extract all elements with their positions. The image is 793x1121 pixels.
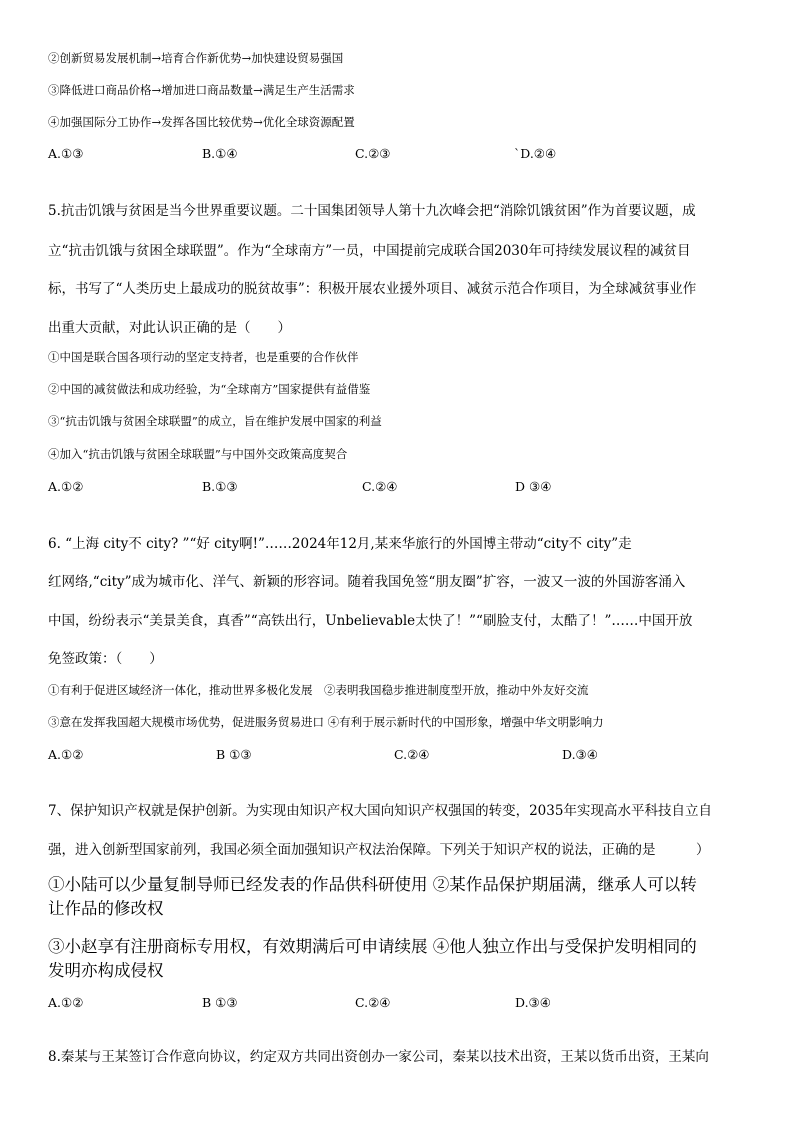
q5-stem-line-4: 出重大贡献，对此认识正确的是（ ） [48, 320, 291, 336]
q6-options-row-2: ③意在发挥我国超大规模市场优势，促进服务贸易进口 ④有利于展示新时代的中国形象，增强中华文明影响力 [48, 715, 604, 729]
q6-choice-a: A.①② [48, 747, 84, 762]
q7-option-line-1: ①小陆可以少量复制导师已经发表的作品供科研使用 ②某作品保护期届满，继承人可以转 [48, 875, 697, 894]
q7-option-line-3: ③小赵享有注册商标专用权，有效期满后可申请续展 ④他人独立作出与受保护发明相同的 [48, 937, 697, 956]
q4-choice-a: A.①③ [48, 146, 84, 161]
q5-option-1: ①中国是联合国各项行动的坚定支持者，也是重要的合作伙伴 [48, 350, 359, 364]
q7-option-line-2: 让作品的修改权 [48, 899, 164, 918]
q6-stem-line-3: 中国，纷纷表示“美景美食，真香”“高铁出行，Unbelievable太快了！”“刷脸支付，太酷了！”……中国开放 [48, 613, 693, 629]
q6-choices [48, 747, 768, 767]
q7-stem-line-1: 7、保护知识产权就是保护创新。为实现由知识产权大国向知识产权强国的转变，2035年实现高水平科技自立自 [48, 803, 712, 819]
q5-option-2: ②中国的减贫做法和成功经验，为“全球南方”国家提供有益借鉴 [48, 382, 371, 396]
q6-options-row-1: ①有利于促进区域经济一体化，推动世界多极化发展 ②表明我国稳步推进制度型开放，推动中外友好交流 [48, 683, 589, 697]
q6-choice-b: B ①③ [216, 747, 252, 762]
q6-stem-line-1: 6. “上海 city不 city? ”“好 city啊!”……2024年12月,某来华旅行的外国博主带动“city不 city”走 [48, 536, 632, 552]
q5-choice-b: B.①③ [202, 479, 238, 494]
q4-choices [48, 146, 768, 166]
q7-choice-d: D.③④ [515, 995, 551, 1010]
q7-choice-c: C.②④ [355, 995, 391, 1010]
q6-choice-d: D.③④ [562, 747, 598, 762]
q6-choice-c: C.②④ [394, 747, 430, 762]
q5-option-4: ④加入“抗击饥饿与贫困全球联盟”与中国外交政策高度契合 [48, 447, 348, 461]
q7-option-line-4: 发明亦构成侵权 [48, 961, 164, 980]
q5-option-3: ③“抗击饥饿与贫困全球联盟”的成立，旨在维护发展中国家的利益 [48, 414, 382, 428]
q7-choice-b: B ①③ [202, 995, 238, 1010]
q5-choice-a: A.①② [48, 479, 84, 494]
q5-choices [48, 479, 768, 499]
q5-choice-c: C.②④ [362, 479, 398, 494]
q5-stem-line-1: 5.抗击饥饿与贫困是当今世界重要议题。二十国集团领导人第十九次峰会把“消除饥饿贫困”作为首要议题，成 [48, 203, 696, 219]
q4-choice-d: `D.②④ [514, 146, 557, 161]
q7-choices [48, 995, 768, 1015]
q4-option-4: ④加强国际分工协作→发挥各国比较优势→优化全球资源配置 [48, 115, 355, 129]
q4-option-2: ②创新贸易发展机制→培育合作新优势→加快建设贸易强国 [48, 51, 344, 65]
q6-stem-line-4: 免签政策：（ ） [48, 651, 163, 667]
q7-choice-a: A.①② [48, 995, 84, 1010]
q4-choice-c: C.②③ [355, 146, 391, 161]
q5-choice-d: D ③④ [515, 479, 552, 494]
q5-stem-line-2: 立“抗击饥饿与贫困全球联盟”。作为“全球南方”一员，中国提前完成联合国2030年可持续发展议程的减贫目 [48, 243, 691, 259]
q4-option-3: ③降低进口商品价格→增加进口商品数量→满足生产生活需求 [48, 83, 355, 97]
q4-choice-b: B.①④ [202, 146, 238, 161]
q7-stem-line-2: 强，进入创新型国家前列，我国必须全面加强知识产权法治保障。下列关于知识产权的说法，正确的是 ） [48, 842, 710, 858]
q6-stem-line-2: 红网络,“city”成为城市化、洋气、新颖的形容词。随着我国免签“朋友圈”扩容，一波又一波的外国游客涌入 [48, 574, 686, 590]
q8-stem-line-1: 8.秦某与王某签订合作意向协议，约定双方共同出资创办一家公司，秦某以技术出资，王某以货币出资，王某向 [48, 1049, 709, 1065]
q5-stem-line-3: 标，书写了“人类历史上最成功的脱贫故事”：积极开展农业援外项目、减贫示范合作项目，为全球减贫事业作 [48, 281, 697, 297]
